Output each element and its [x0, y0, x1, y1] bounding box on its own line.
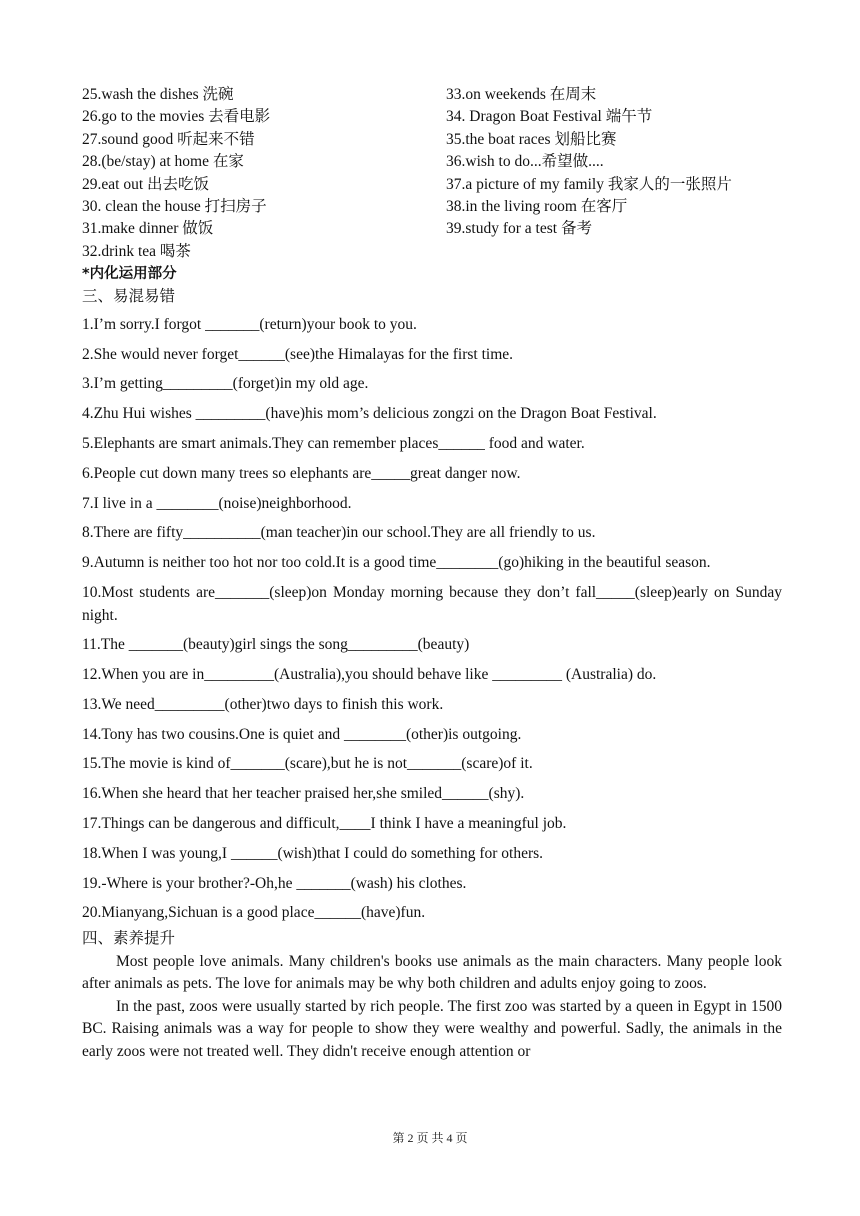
question-item: 19.-Where is your brother?-Oh,he _______(wash) his clothes.	[82, 874, 467, 892]
question-item: 7.I live in a ________(noise)neighborhood.	[82, 494, 352, 512]
question-item: 10.Most students are_______(sleep)on Monday morning because they don’t fall_____(sleep)early on Sunday night.	[82, 583, 782, 624]
question-item: 15.The movie is kind of_______(scare),but he is not_______(scare)of it.	[82, 755, 533, 773]
phrase-item: 30. clean the house 打扫房子	[82, 197, 267, 215]
question-item: 1.I’m sorry.I forgot _______(return)your book to you.	[82, 315, 417, 333]
question-item: 3.I’m getting_________(forget)in my old age.	[82, 375, 369, 393]
question-item: 12.When you are in_________(Australia),you should behave like _________ (Australia) do.	[82, 666, 657, 684]
phrase-item: 36.wish to do...希望做....	[446, 153, 604, 171]
question-item: 14.Tony has two cousins.One is quiet and ________(other)is outgoing.	[82, 725, 522, 743]
question-item: 8.There are fifty__________(man teacher)in our school.They are all friendly to us.	[82, 524, 596, 542]
section-internal-heading: *内化运用部分	[82, 266, 177, 283]
phrase-item: 37.a picture of my family 我家人的一张照片	[446, 175, 732, 193]
question-item: 5.Elephants are smart animals.They can remember places______ food and water.	[82, 435, 585, 453]
phrase-item: 33.on weekends 在周末	[446, 86, 597, 103]
phrase-item: 34. Dragon Boat Festival 端午节	[446, 108, 653, 126]
page-footer: 第 2 页 共 4 页	[392, 1131, 468, 1145]
reading-passage	[82, 951, 782, 1064]
passage-paragraph: Most people love animals. Many children's books use animals as the main characters. Many people look after animals as pets. The love for animals may be why both children and adults enjoy going to zoos.	[82, 952, 782, 993]
phrase-item: 35.the boat races 划船比赛	[446, 130, 617, 148]
phrase-item: 26.go to the movies 去看电影	[82, 108, 271, 126]
question-item: 11.The _______(beauty)girl sings the song_________(beauty)	[82, 636, 470, 654]
phrase-item: 31.make dinner 做饭	[82, 220, 214, 238]
section-four-heading: 四、素养提升	[82, 930, 176, 948]
question-item: 17.Things can be dangerous and difficult,____I think I have a meaningful job.	[82, 815, 567, 832]
question-item: 4.Zhu Hui wishes _________(have)his mom’s delicious zongzi on the Dragon Boat Festival.	[82, 405, 657, 423]
phrase-item: 29.eat out 出去吃饭	[82, 175, 209, 193]
question-item: 16.When she heard that her teacher praised her,she smiled______(shy).	[82, 785, 525, 803]
question-list	[82, 314, 782, 925]
question-item: 20.Mianyang,Sichuan is a good place______(have)fun.	[82, 904, 426, 922]
phrase-item: 39.study for a test 备考	[446, 220, 592, 238]
document-page	[82, 84, 782, 1063]
question-item: 18.When I was young,I ______(wish)that I could do something for others.	[82, 844, 544, 862]
phrase-item: 28.(be/stay) at home 在家	[82, 153, 244, 171]
question-item: 13.We need_________(other)two days to finish this work.	[82, 695, 444, 713]
question-item: 6.People cut down many trees so elephants are_____great danger now.	[82, 464, 521, 482]
phrase-column-left	[82, 84, 446, 263]
question-item: 2.She would never forget______(see)the Himalayas for the first time.	[82, 345, 514, 363]
section-three-heading: 三、易混易错	[82, 287, 176, 305]
phrase-item: 38.in the living room 在客厅	[446, 197, 628, 215]
phrase-list	[82, 84, 782, 263]
phrase-item: 27.sound good 听起来不错	[82, 130, 255, 148]
question-item: 9.Autumn is neither too hot nor too cold.It is a good time________(go)hiking in the beautiful season.	[82, 554, 711, 572]
phrase-item: 32.drink tea 喝茶	[82, 242, 191, 260]
phrase-item: 25.wash the dishes 洗碗	[82, 86, 234, 103]
phrase-column-right	[446, 84, 782, 263]
passage-paragraph: In the past, zoos were usually started by rich people. The first zoo was started by a queen in Egypt in 1500 BC. Raising animals was a way for people to show they were wealthy and powerful. Sadly, the animals in the early zoos were not treated well. They didn't receive enough attention or	[82, 997, 782, 1060]
